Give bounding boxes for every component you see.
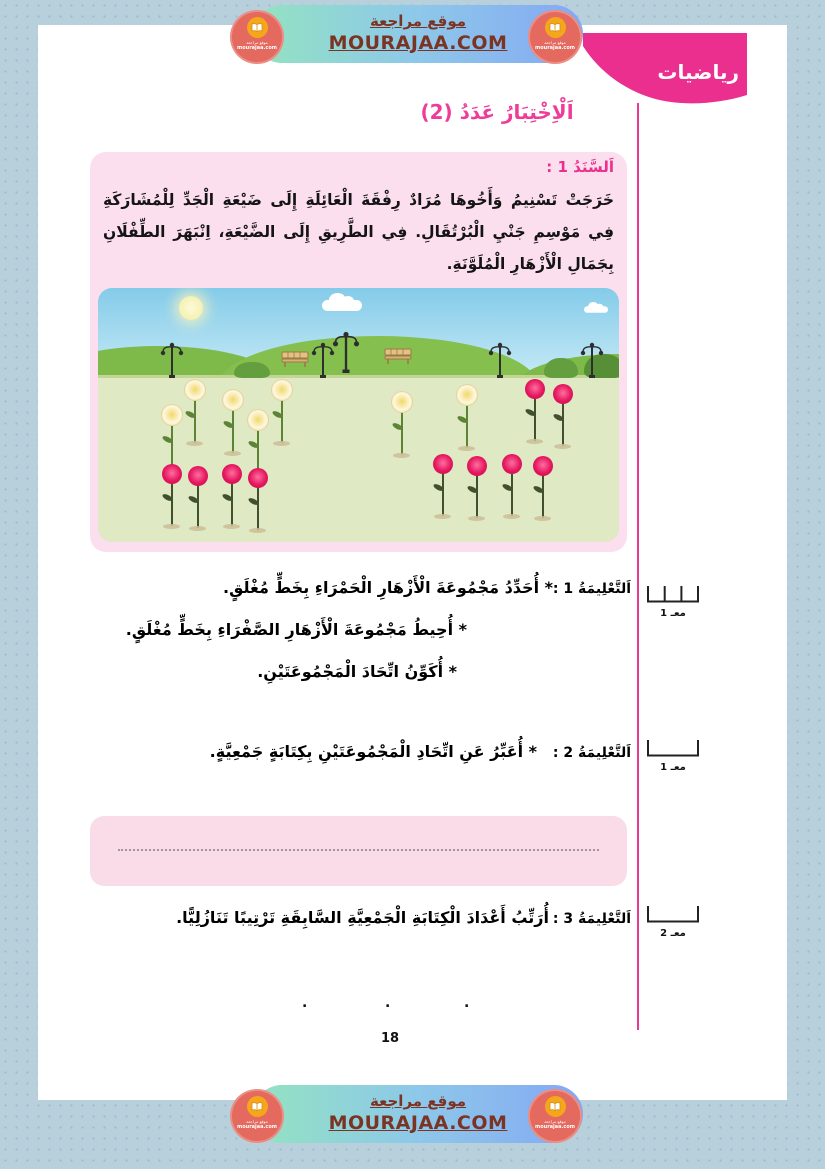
logo-caption-ar: موقع مراجعة [246,1119,268,1124]
margin-rule [637,103,639,1030]
task1-item-1: * أُحَدِّدُ مَجْمُوعَةَ الْأَزْهَارِ الْحَمْرَاءِ بِخَطٍّ مُغْلَقٍ. [222,578,553,597]
book-icon [247,17,268,38]
answer-line[interactable] [118,849,599,851]
task1-item-2: * أُحِيطُ مَجْمُوعَةَ الْأَزْهَارِ الصَّفْرَاءِ بِخَطٍّ مُغْلَقٍ. [125,620,467,639]
score-criterion-label: معـ 1 [660,608,686,619]
page-title: اَلْاِخْتِبَارُ عَدَدُ (2) [420,100,574,124]
score-criterion-label: معـ 1 [660,762,686,773]
logo-caption-ar: موقع مراجعة [246,40,268,45]
score-box-task1 [645,586,701,619]
task1-label: اَلتَّعْلِيمَةُ 1 : [552,581,631,597]
site-logo [230,1089,284,1143]
subject-tab [583,33,747,105]
sanad-text: خَرَجَتْ تَسْنِيمُ وَأَخُوهَا مُرَادٌ رِفْقَةَ الْعَائِلَةِ إِلَى ضَيْعَةِ الْجَدِّ لِلْمُشَارَكَةِ فِي مَوْسِمِ جَنْيِ الْبُرْتُقَالِ. فِي الطَّرِيقِ إِلَى الضَّيْعَةِ، اِنْبَهَرَ الطِّفْلَانِ بِجَمَالِ الْأَزْهَارِ الْمُلَوَّنَةِ. [103,191,614,273]
score-box-task2 [645,740,701,773]
book-icon [247,1096,268,1117]
book-icon [545,1096,566,1117]
logo-caption-ar: موقع مراجعة [544,40,566,45]
score-cells-icon [647,586,699,603]
site-logo [230,10,284,64]
logo-caption-en: mourajaa.com [534,1124,575,1131]
book-icon [545,17,566,38]
task2-item-1: * أُعَبِّرُ عَنِ اتِّحَادِ الْمَجْمُوعَتَيْنِ بِكِتَابَةٍ جَمْعِيَّةٍ. [209,742,537,761]
score-criterion-label: معـ 2 [660,928,686,939]
site-domain-link[interactable]: MOURAJAA.COM [328,1111,508,1134]
task3-item-1: أُرَتِّبُ أَعْدَادَ الْكِتَابَةِ الْجَمْعِيَّةِ السَّابِقَةِ تَرْتِيبًا تَنَازُلِيًّا. [176,908,549,927]
tasks-area [88,0,637,1169]
task3-label: اَلتَّعْلِيمَةُ 3 : [552,911,631,927]
site-name-link[interactable]: موقع مراجعة [369,1092,467,1111]
logo-caption-en: mourajaa.com [236,45,277,52]
ordering-answer-dot[interactable]: . [302,995,308,1011]
ordering-answer-dot[interactable]: . [385,995,391,1011]
answer-box [90,816,627,886]
score-cells-icon [647,906,699,923]
site-domain-link[interactable]: MOURAJAA.COM [328,31,508,54]
site-name-link[interactable]: موقع مراجعة [369,12,467,31]
logo-caption-en: mourajaa.com [236,1124,277,1131]
logo-caption-en: mourajaa.com [534,45,575,52]
sanad-label: اَلسَّنَدُ 1 : [546,158,614,176]
page-number: 18 [380,1031,400,1046]
ordering-answer-dot[interactable]: . [464,995,470,1011]
score-cells-icon [647,740,699,757]
task2-label: اَلتَّعْلِيمَةُ 2 : [552,745,631,761]
site-logo [528,10,582,64]
score-box-task3 [645,906,701,939]
logo-caption-ar: موقع مراجعة [544,1119,566,1124]
site-logo [528,1089,582,1143]
subject-tab-label: رياضيات [657,60,739,84]
task1-item-3: * أُكَوِّنُ اتِّحَادَ الْمَجْمُوعَتَيْنِ. [257,662,457,681]
